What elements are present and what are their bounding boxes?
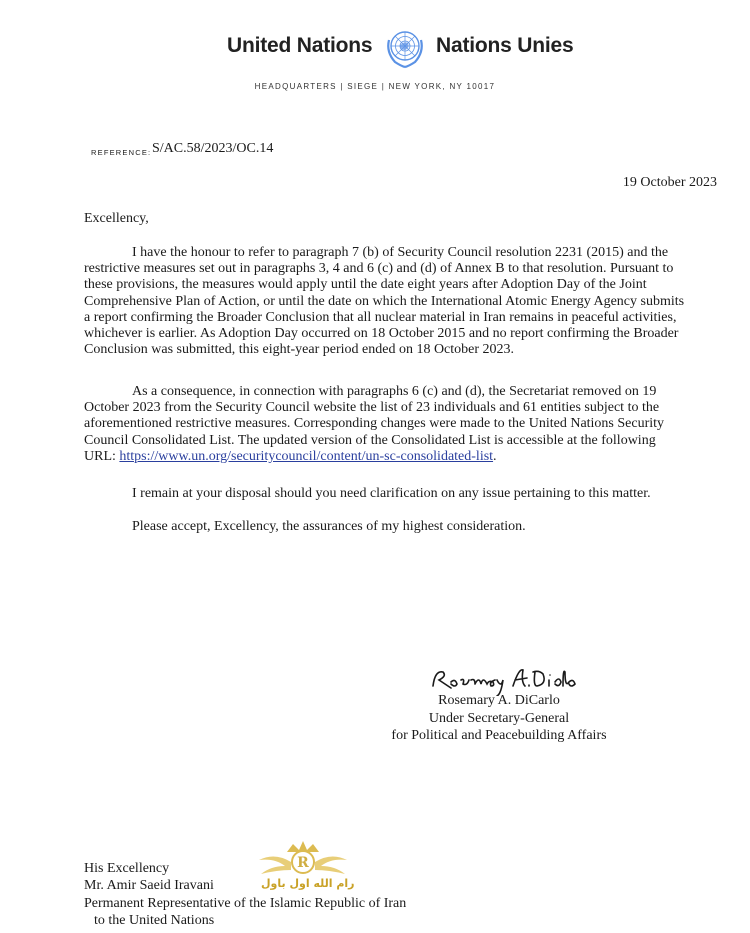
svg-text:R: R xyxy=(297,855,309,871)
paragraph-1-text: I have the honour to refer to paragraph 7 (b) of Security Council resolution 2231 (2015) and the restrictive measures set out in paragraphs 3, 4 and 6 (c) and (d) of Annex B to that resolution. Pursuant to these provisions, the measures would apply until the date eight years after Adoption Day of the Joint Comprehensive Plan of Action, or until the date on which the International Atomic Energy Agency submits a report confirming the Broader Conclusion that all nuclear material in Iran remains in peaceful activities, whichever is earlier. As Adoption Day occurred on 18 October 2015 and no report confirming the Broader Conclusion was submitted, this eight-year period ended on 18 October 2023. xyxy=(84,245,685,358)
org-name-french: Nations Unies xyxy=(436,34,574,57)
consolidated-list-link[interactable]: https://www.un.org/securitycouncil/content/un-sc-consolidated-list xyxy=(119,448,494,464)
recipient-address xyxy=(84,860,406,929)
handwritten-signature xyxy=(429,662,579,696)
salutation: Excellency, xyxy=(84,211,149,226)
paragraph-2-end: . xyxy=(493,448,497,464)
signature-block xyxy=(383,692,615,745)
signatory-title: Under Secretary-General xyxy=(428,710,570,726)
recipient-honorific: His Excellency xyxy=(84,861,170,876)
recipient-title: Permanent Representative of the Islamic Republic of Iran xyxy=(84,895,407,911)
paragraph-3-text: I remain at your disposal should you need clarification on any issue pertaining to this matter. xyxy=(132,486,651,501)
org-name-english: United Nations xyxy=(227,34,373,57)
signatory-department: for Political and Peacebuilding Affairs xyxy=(391,728,607,743)
signatory-name: Rosemary A. DiCarlo xyxy=(438,693,560,708)
recipient-name: Mr. Amir Saeid Iravani xyxy=(84,878,214,894)
paragraph-2-text: As a consequence, in connection with paragraphs 6 (c) and (d), the Secretariat removed on 19 October 2023 from the Security Council website the list of 23 individuals and 61 entities subject to the aforementioned restrictive measures. Corresponding changes were made to the United Nations Security Council Consolidated List. The updated version of the Consolidated List is accessible at the following URL: xyxy=(84,384,665,464)
letter-date: 19 October 2023 xyxy=(622,175,717,190)
reference-label: REFERENCE: xyxy=(91,148,152,157)
watermark-text: رام الله اول باول xyxy=(261,877,355,890)
paragraph-4-text: Please accept, Excellency, the assurances of my highest consideration. xyxy=(132,519,526,534)
paragraph-4 xyxy=(84,519,686,535)
paragraph-1 xyxy=(84,245,686,358)
paragraph-2 xyxy=(84,384,686,465)
paragraph-3 xyxy=(84,486,686,502)
reference-value: S/AC.58/2023/OC.14 xyxy=(152,141,274,156)
headquarters-address: HEADQUARTERS | SIEGE | NEW YORK, NY 10017 xyxy=(254,82,496,91)
un-emblem-icon xyxy=(381,24,429,72)
recipient-organization: to the United Nations xyxy=(94,912,215,928)
